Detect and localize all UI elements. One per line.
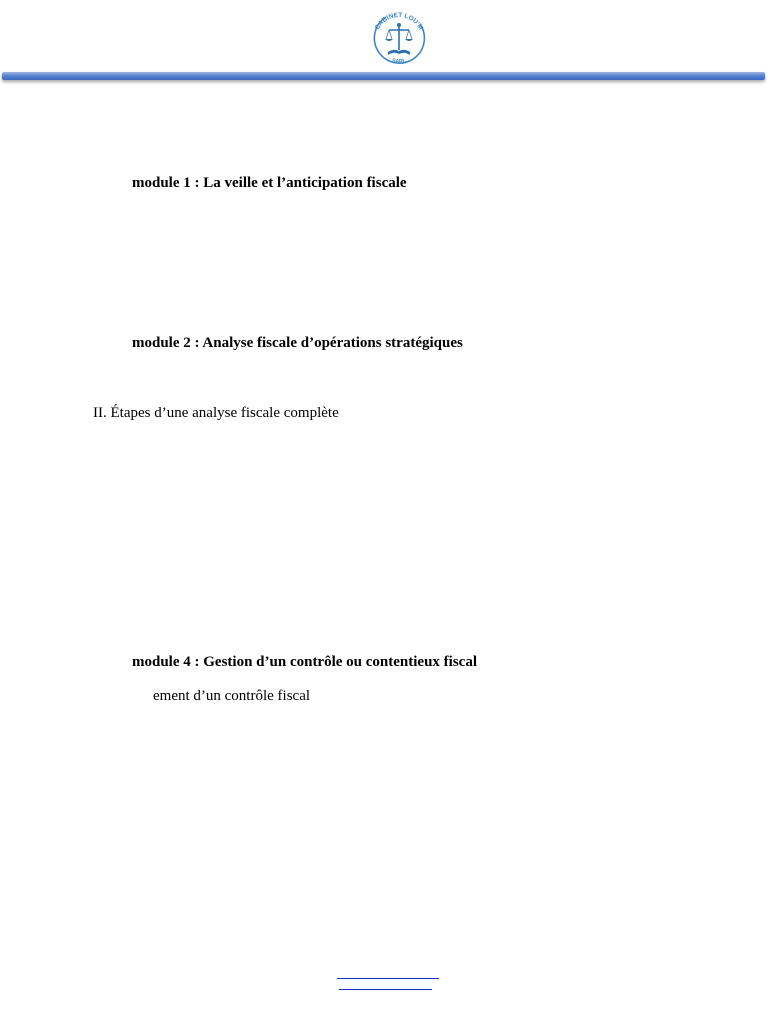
module-4-subitem: ement d’un contrôle fiscal: [153, 688, 311, 704]
module-1-heading: module 1 : La veille et l’anticipation fiscale: [132, 175, 407, 191]
header-rule: [2, 72, 765, 80]
module-2-heading: module 2 : Analyse fiscale d’opérations stratégiques: [132, 335, 463, 351]
footer-link-underline-1[interactable]: [337, 978, 439, 979]
section-ii-heading: II. Étapes d’une analyse fiscale complète: [93, 405, 339, 421]
scales-of-justice-icon: [368, 10, 430, 66]
footer-link-underline-2[interactable]: [339, 989, 432, 990]
svg-text:CABINET LOU'M: CABINET LOU'M: [373, 11, 425, 32]
company-logo: [368, 10, 430, 66]
module-4-heading: module 4 : Gestion d’un contrôle ou contentieux fiscal: [132, 654, 477, 670]
svg-text:SARL: SARL: [391, 57, 407, 65]
